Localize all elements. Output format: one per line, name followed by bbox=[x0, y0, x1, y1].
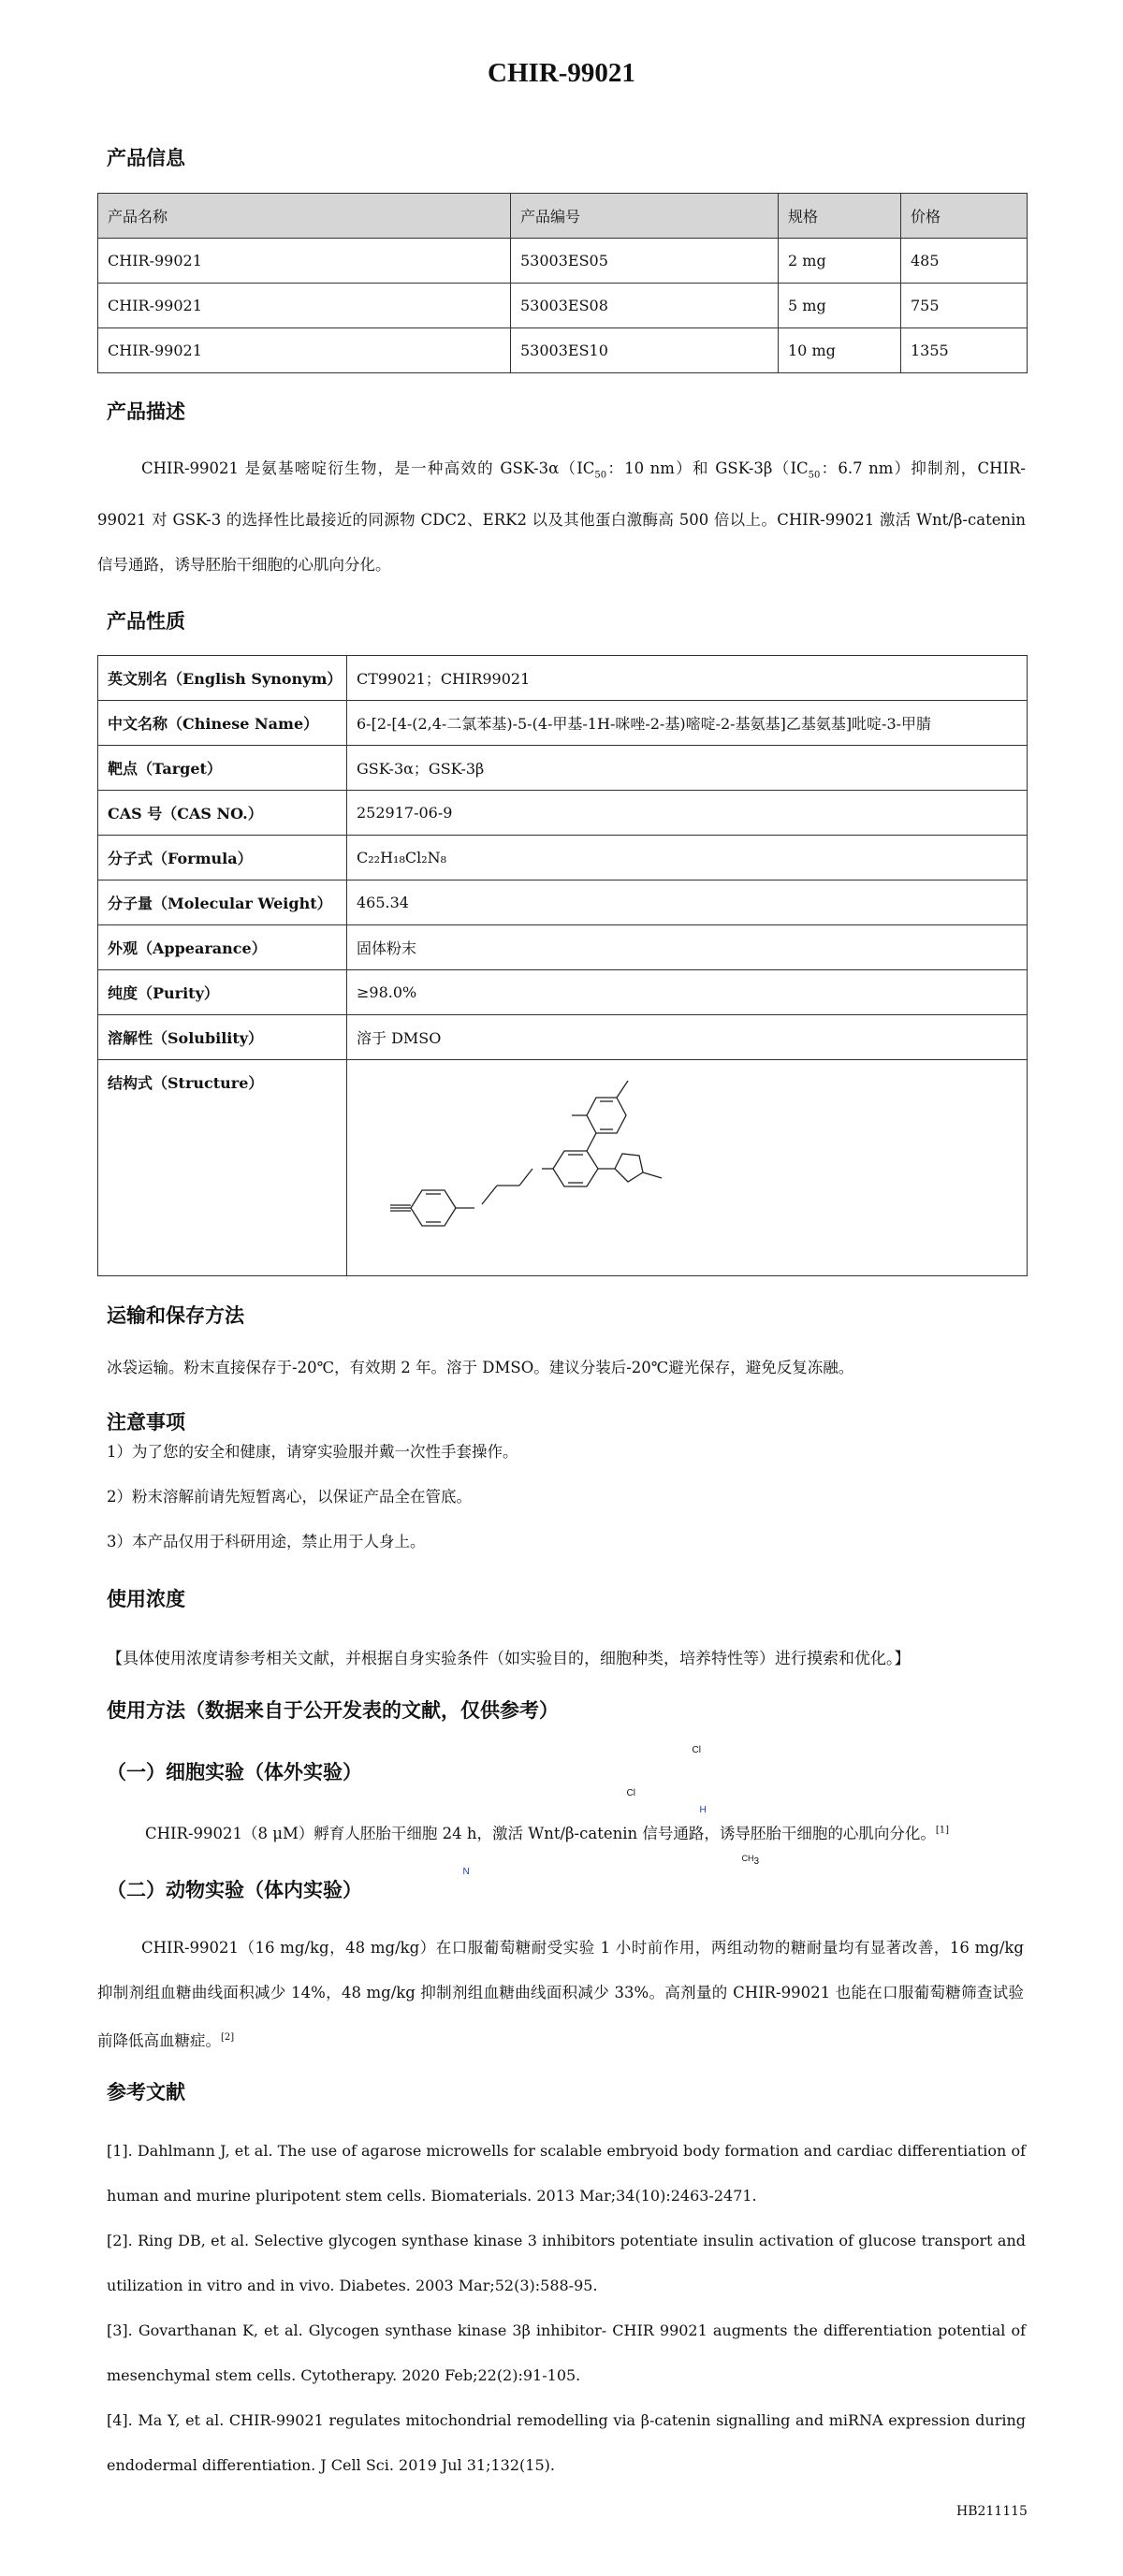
property-key: 分子量（Molecular Weight） bbox=[98, 880, 347, 925]
table-cell: 53003ES08 bbox=[511, 284, 779, 328]
property-row bbox=[98, 656, 1028, 701]
table-cell: 5 mg bbox=[779, 284, 901, 328]
table-row bbox=[98, 284, 1028, 328]
property-key: 纯度（Purity） bbox=[98, 970, 347, 1015]
table-cell: 53003ES10 bbox=[511, 328, 779, 373]
structure-label-ch3: $CH_3$ bbox=[741, 1853, 760, 1867]
description-paragraph: CHIR-99021 是氨基嘧啶衍生物，是一种高效的 GSK-$3\alpha(IC_{50}$：10 nm）和 GSK-$3\beta(IC_{50}$：6.7 nm）抑制剂，CHIR-99021 对 GSK-3 的选择性比最接近的同源物 CDC2、ERK2 以及其他蛋白激酶高 500 倍以上。CHIR-99021 激活 Wnt/β-catenin 信号通路，诱导胚胎干细胞的心肌向分化。 bbox=[97, 459, 1026, 575]
document-code: HB211115 bbox=[956, 2504, 1028, 2519]
structure-label-cl-left: Cl bbox=[626, 1787, 635, 1798]
table-header-row bbox=[98, 194, 1028, 239]
concentration-text: 【具体使用浓度请参考相关文献，并根据自身实验条件（如实验目的，细胞种类，培养特性等）进行摸索和优化。】 bbox=[107, 1650, 911, 1668]
document-title: CHIR-99021 bbox=[488, 58, 635, 88]
property-value: GSK-3α；GSK-3β bbox=[347, 746, 1028, 791]
table-cell: 755 bbox=[901, 284, 1028, 328]
property-row bbox=[98, 1060, 1028, 1276]
table-cell: CHIR-99021 bbox=[98, 239, 511, 284]
chemical-structure-image bbox=[357, 1068, 750, 1255]
property-row bbox=[98, 836, 1028, 880]
note-item: 2）粉末溶解前请先短暂离心，以保证产品全在管底。 bbox=[107, 1488, 472, 1506]
table-header-cell: 产品编号 bbox=[511, 194, 779, 239]
property-row bbox=[98, 701, 1028, 746]
cell-experiment-text: CHIR-99021（8 μM）孵育人胚胎干细胞 24 h，激活 Wnt/β-catenin 信号通路，诱导胚胎干细胞的心肌向分化。[1] bbox=[145, 1825, 950, 1842]
property-row bbox=[98, 880, 1028, 925]
property-key: 英文别名（English Synonym） bbox=[98, 656, 347, 701]
section-storage: 运输和保存方法 bbox=[107, 1303, 244, 1327]
property-key: 结构式（Structure） bbox=[98, 1060, 347, 1276]
structure-label-nh: H bbox=[699, 1804, 707, 1815]
section-notes: 注意事项 bbox=[107, 1410, 185, 1434]
property-key: 靶点（Target） bbox=[98, 746, 347, 791]
property-row bbox=[98, 791, 1028, 836]
property-row bbox=[98, 746, 1028, 791]
property-value: 6-[2-[4-(2,4-二氯苯基)-5-(4-甲基-1H-咪唑-2-基)嘧啶-2-基氨基]乙基氨基]吡啶-3-甲腈 bbox=[347, 701, 1028, 746]
structure-label-cl-top: Cl bbox=[692, 1744, 701, 1755]
table-cell: 2 mg bbox=[779, 239, 901, 284]
table-header-cell: 规格 bbox=[779, 194, 901, 239]
section-cell-experiment: （一）细胞实验（体外实验） bbox=[107, 1760, 362, 1783]
section-description: 产品描述 bbox=[107, 400, 185, 423]
table-cell: 1355 bbox=[901, 328, 1028, 373]
structure-label-n-nitrile: N bbox=[462, 1866, 470, 1877]
table-cell: CHIR-99021 bbox=[98, 328, 511, 373]
property-value: ≥98.0% bbox=[347, 970, 1028, 1015]
property-key: 外观（Appearance） bbox=[98, 925, 347, 970]
table-row bbox=[98, 328, 1028, 373]
property-value: 溶于 DMSO bbox=[347, 1015, 1028, 1060]
table-header-cell: 产品名称 bbox=[98, 194, 511, 239]
section-properties: 产品性质 bbox=[107, 609, 185, 633]
table-row bbox=[98, 239, 1028, 284]
property-key: 中文名称（Chinese Name） bbox=[98, 701, 347, 746]
reference-item: [2]. Ring DB, et al. Selective glycogen synthase kinase 3 inhibitors potentiate insulin activation of glucose transport and utilization in vitro and in vivo. Diabetes. 2003 Mar;52(3):588-95. bbox=[107, 2232, 1026, 2294]
property-value: 固体粉末 bbox=[347, 925, 1028, 970]
product-table bbox=[97, 193, 1028, 373]
property-row bbox=[98, 970, 1028, 1015]
note-item: 1）为了您的安全和健康，请穿实验服并戴一次性手套操作。 bbox=[107, 1443, 518, 1461]
section-product-info: 产品信息 bbox=[107, 146, 185, 169]
reference-item: [1]. Dahlmann J, et al. The use of agarose microwells for scalable embryoid body formation and cardiac differentiation of human and murine pluripotent stem cells. Biomaterials. 2013 Mar;34(10):2463-2471. bbox=[107, 2142, 1026, 2205]
property-key: CAS 号（CAS NO.） bbox=[98, 791, 347, 836]
property-row bbox=[98, 1015, 1028, 1060]
property-value: CT99021；CHIR99021 bbox=[347, 656, 1028, 701]
table-cell: 53003ES05 bbox=[511, 239, 779, 284]
table-cell: 10 mg bbox=[779, 328, 901, 373]
section-concentration: 使用浓度 bbox=[107, 1587, 185, 1610]
property-value: 252917-06-9 bbox=[347, 791, 1028, 836]
animal-experiment-text: CHIR-99021（16 mg/kg，48 mg/kg）在口服葡萄糖耐受实验 1 小时前作用，两组动物的糖耐量均有显著改善，16 mg/kg 抑制剂组血糖曲线面积减少 14%，48 mg/kg 抑制剂组血糖曲线面积减少 33%。高剂量的 CHIR-99021 也能在口服葡萄糖筛查试验前降低高血糖症。[2] bbox=[97, 1939, 1024, 2050]
property-row bbox=[98, 925, 1028, 970]
storage-text: 冰袋运输。粉末直接保存于-20℃，有效期 2 年。溶于 DMSO。建议分装后-20℃避光保存，避免反复冻融。 bbox=[107, 1359, 854, 1376]
property-value: C₂₂H₁₈Cl₂N₈ bbox=[347, 836, 1028, 880]
note-item: 3）本产品仅用于科研用途，禁止用于人身上。 bbox=[107, 1533, 426, 1550]
section-method: 使用方法（数据来自于公开发表的文献，仅供参考） bbox=[107, 1698, 559, 1722]
section-animal-experiment: （二）动物实验（体内实验） bbox=[107, 1878, 362, 1901]
table-cell: CHIR-99021 bbox=[98, 284, 511, 328]
reference-item: [4]. Ma Y, et al. CHIR-99021 regulates mitochondrial remodelling via β-catenin signalling and miRNA expression during endodermal differentiation. J Cell Sci. 2019 Jul 31;132(15). bbox=[107, 2411, 1026, 2474]
section-references: 参考文献 bbox=[107, 2080, 185, 2103]
reference-item: [3]. Govarthanan K, et al. Glycogen synthase kinase 3β inhibitor- CHIR 99021 augments the differentiation potential of mesenchymal stem cells. Cytotherapy. 2020 Feb;22(2):91-105. bbox=[107, 2321, 1026, 2384]
table-header-cell: 价格 bbox=[901, 194, 1028, 239]
property-value: 465.34 bbox=[347, 880, 1028, 925]
property-key: 溶解性（Solubility） bbox=[98, 1015, 347, 1060]
property-key: 分子式（Formula） bbox=[98, 836, 347, 880]
table-cell: 485 bbox=[901, 239, 1028, 284]
